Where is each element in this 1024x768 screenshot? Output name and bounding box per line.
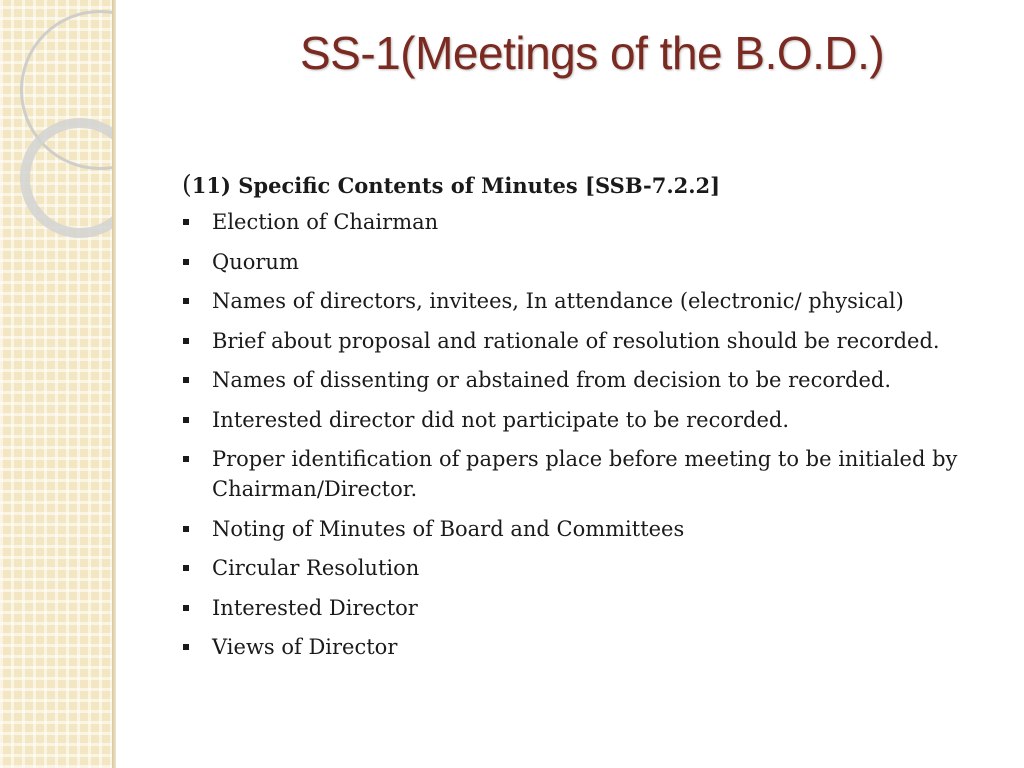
heading-number: 11) (191, 173, 231, 198)
slide-title: SS-1(Meetings of the B.O.D.) (300, 27, 885, 79)
square-bullet-icon (183, 377, 189, 383)
section-heading (182, 170, 992, 201)
list-item-text: Noting of Minutes of Board and Committees (212, 516, 685, 541)
square-bullet-icon (183, 338, 189, 344)
square-bullet-icon (183, 644, 189, 650)
list-item (182, 553, 992, 583)
list-item-text: Interested director did not participate to be recorded. (212, 407, 789, 432)
list-item-text: Names of directors, invitees, In attendance (electronic/ physical) (212, 289, 904, 313)
list-item-text: Names of dissenting or abstained from decision to be recorded. (212, 368, 892, 392)
list-item (182, 405, 992, 435)
square-bullet-icon (183, 417, 189, 423)
square-bullet-icon (183, 605, 189, 611)
list-item (182, 365, 992, 395)
heading-text: Specific Contents of Minutes [SSB-7.2.2] (230, 173, 721, 198)
list-item-text: Circular Resolution (212, 556, 420, 580)
list-item (182, 326, 992, 356)
list-item-text: Views of Director (212, 635, 398, 659)
side-panel-border (112, 0, 116, 768)
list-item-text: Proper identification of papers place before meeting to be initialed by Chairman/Director. (212, 447, 958, 501)
square-bullet-icon (183, 456, 189, 462)
square-bullet-icon (183, 565, 189, 571)
list-item-text: Quorum (212, 249, 299, 274)
list-item-text: Brief about proposal and rationale of resolution should be recorded. (212, 328, 940, 353)
list-item (182, 444, 992, 504)
list-item (182, 514, 992, 544)
list-item (182, 247, 992, 277)
square-bullet-icon (183, 219, 189, 225)
slide-content (182, 170, 992, 672)
list-item (182, 286, 992, 316)
list-item-text: Election of Chairman (212, 210, 439, 234)
list-item (182, 593, 992, 623)
list-item (182, 632, 992, 662)
list-item (182, 207, 992, 237)
square-bullet-icon (183, 298, 189, 304)
square-bullet-icon (183, 259, 189, 265)
list-item-text: Interested Director (212, 595, 418, 620)
bullet-list (182, 207, 992, 662)
decorative-side-panel (0, 0, 112, 768)
heading-open-paren: ( (182, 170, 192, 199)
square-bullet-icon (183, 526, 189, 532)
